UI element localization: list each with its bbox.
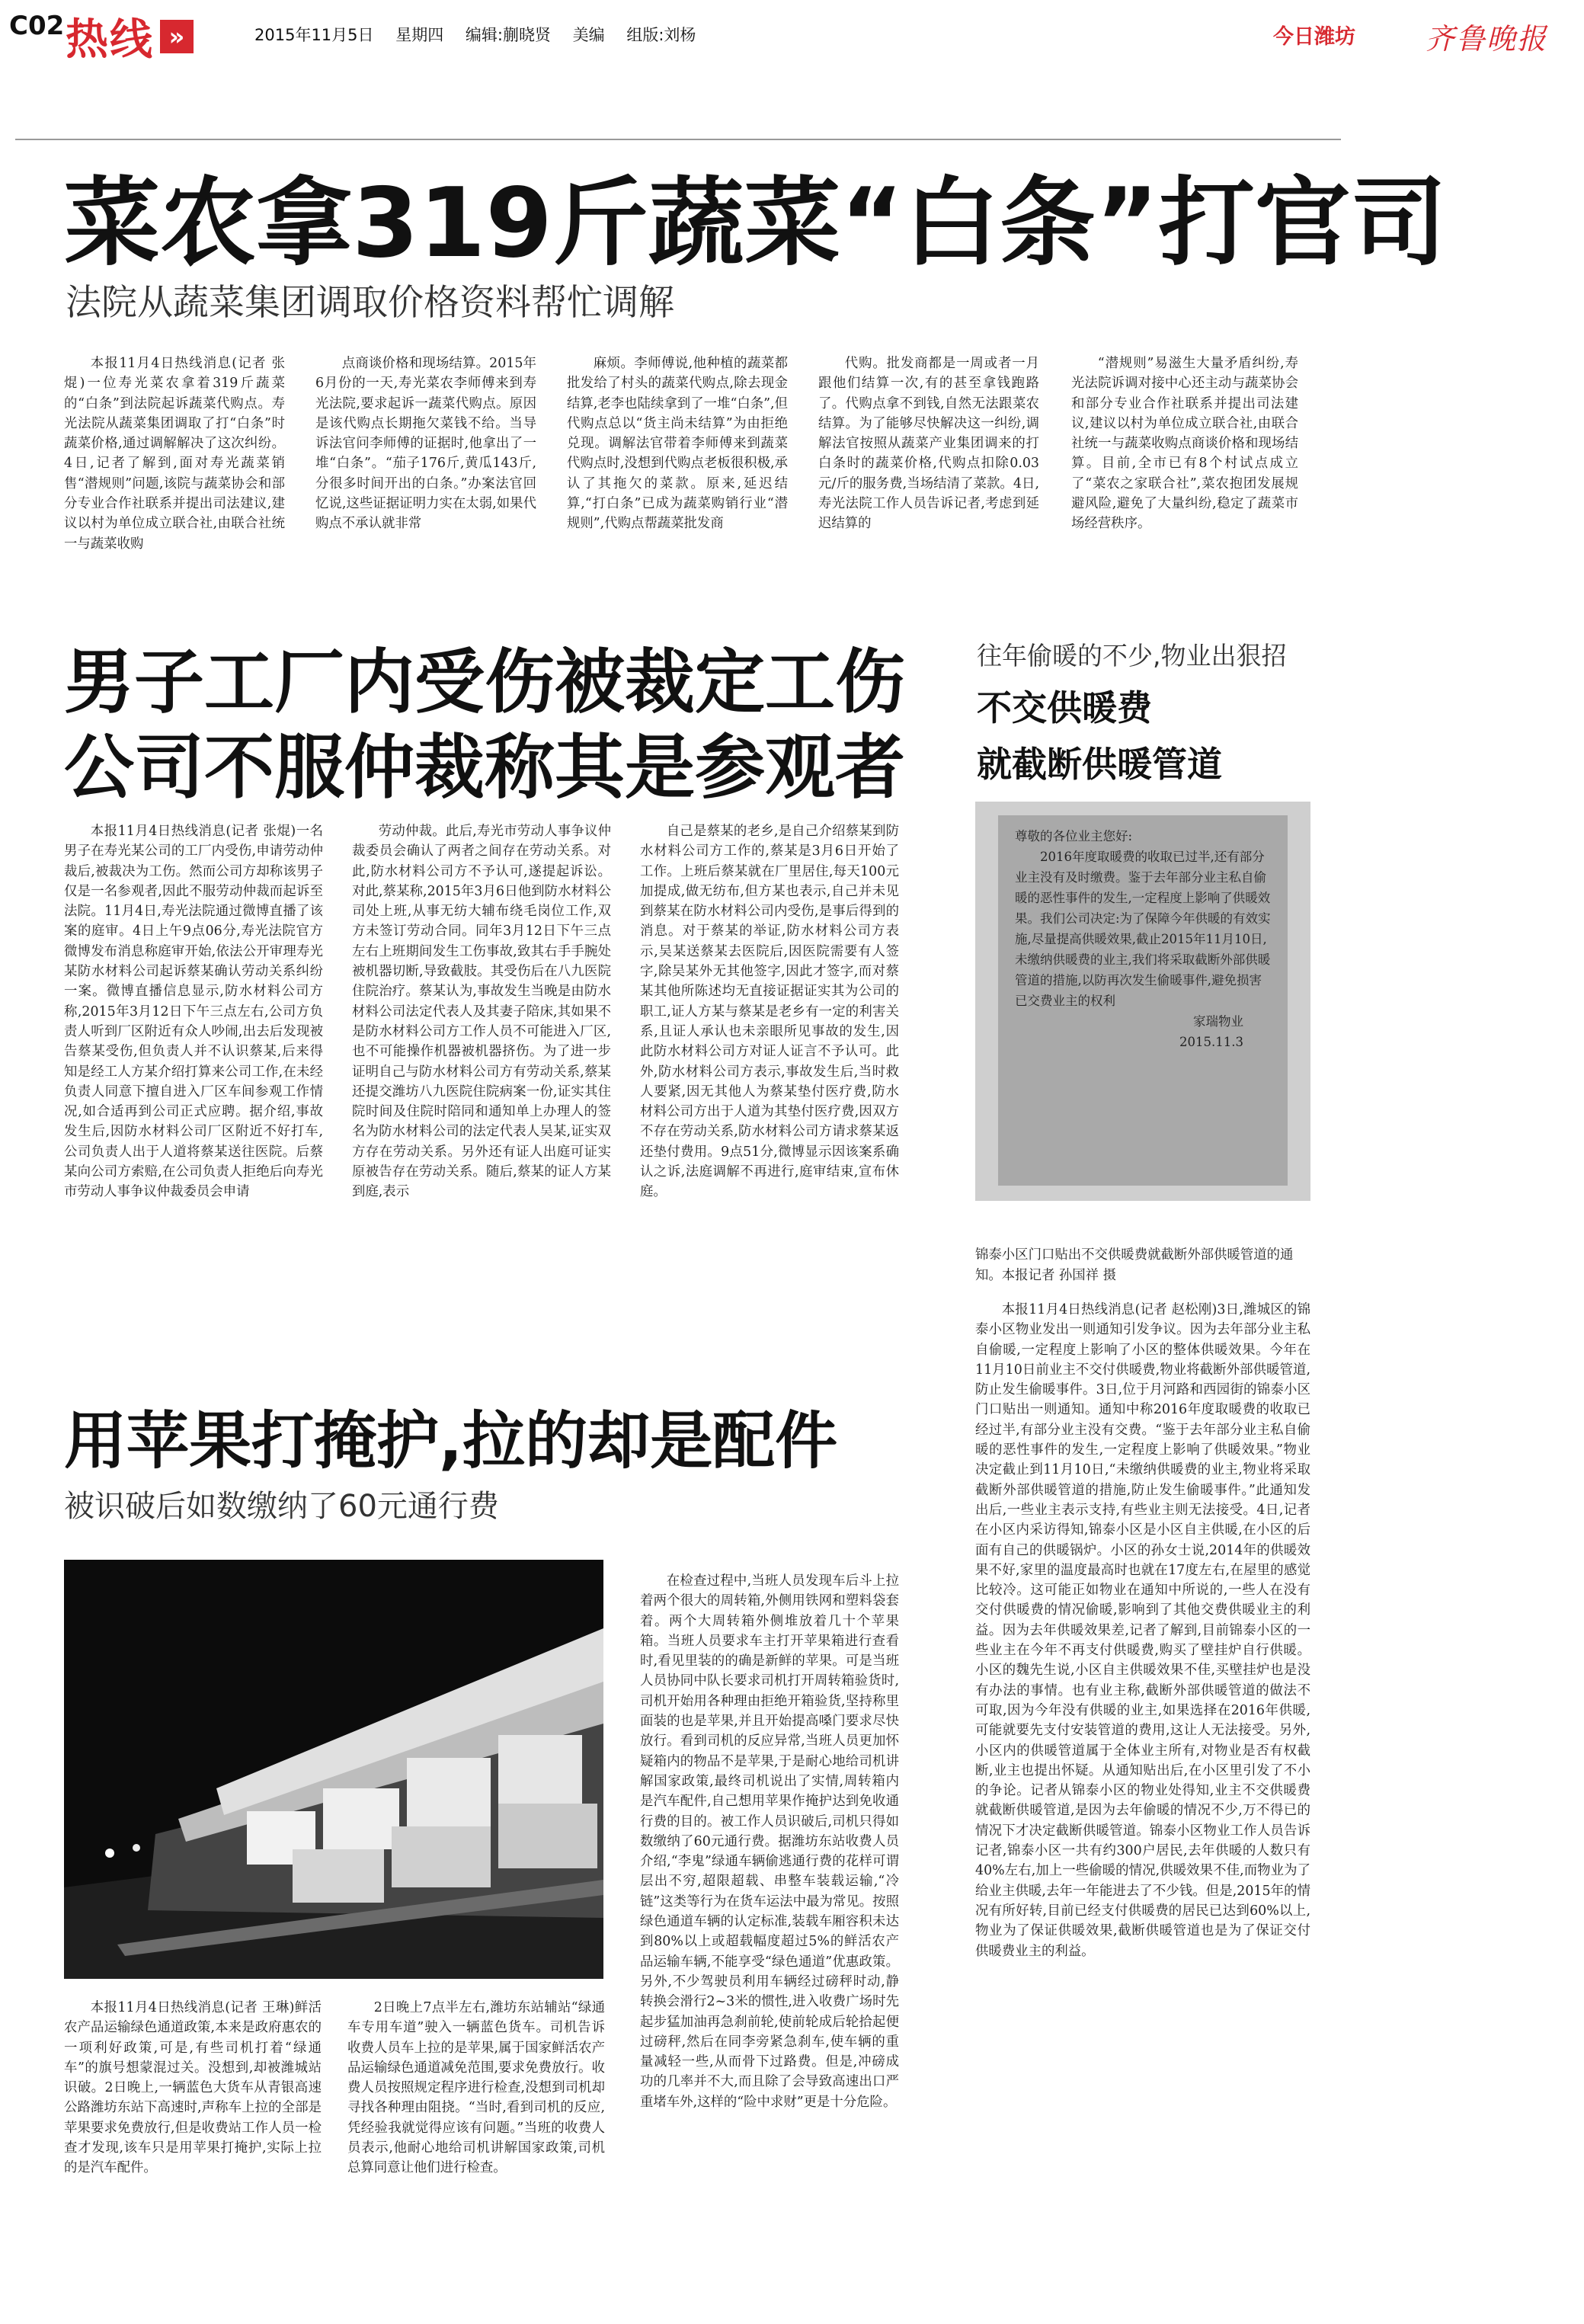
article3-col1-text: 本报11月4日热线消息(记者 王琳)鲜活农产品运输绿色通道政策,本来是政府惠农的一项利好政策,可是,有些司机打着“绿通车”的旗号想蒙混过关。没想到,却被潍城站识破。2日晚上,一辆蓝色大货车从青银高速公路潍坊东站下高速时,声称车上拉的全部是苹果要求免费放行,但是收费站工作人员一检查才发现,该车只是用苹果打掩护,实际上拉的是汽车配件。 [64,2000,322,2176]
newspaper-logo: 齐鲁晚报 [1425,22,1547,56]
truck-photo-illustration [64,1560,603,1979]
article1-column-4 [818,354,1039,582]
article3-subtitle: 被识破后如数缴纳了60元通行费 [64,1489,499,1524]
article4-body-text: 本报11月4日热线消息(记者 赵松刚)3日,潍城区的锦泰小区物业发出一则通知引发争议。因为去年部分业主私自偷暖,一定程度上影响了小区的整体供暖效果。今年在11月10日前业主不交付供暖费,物业将截断外部供暖管道,防止发生偷暖事件。3日,位于月河路和西园街的锦泰小区门口贴出一则通知。通知中称2016年度取暖费的收取已经过半,有部分业主没有交费。“鉴于去年部分业主私自偷暖的恶性事件的发生,一定程度上影响了供暖效果。”物业决定截止到11月10日,“未缴纳供暖费的业主,物业将采取截断外部供暖管道的措施,防止发生偷暖事件。”此通知发出后,一些业主表示支持,有些业主则无法接受。4日,记者在小区内采访得知,锦泰小区是小区自主供暖,在小区的后面有自己的供暖锅炉。小区的孙女士说,2014年的供暖效果不好,家里的温度最高时也就在17度左右,在屋里的感觉比较冷。这可能正如物业在通知中所说的,一些人在没有交付供暖费的情况偷暖,影响到了其他交费供暖业主的利益。因为去年供暖效果差,记者了解到,目前锦泰小区的一些业主在今年不再支付供暖费,购买了壁挂炉自行供暖。小区的魏先生说,小区自主供暖效果不佳,买壁挂炉也是没有办法的事情。也有业主称,截断外部供暖管道的做法不可取,因为今年没有供暖的业主,如果选择在2016年供暖,可能就要先支付安装管道的费用,这让人无法接受。另外,小区内的供暖管道属于全体业主所有,对物业是否有权截断,业主也提出怀疑。从通知贴出后,在小区里引发了不小的争论。记者从锦泰小区的物业处得知,业主不交供暖费就截断供暖管道,是因为去年偷暖的情况不少,万不得已的情况下才决定截断供暖管道。锦泰小区物业工作人员告诉记者,锦泰小区一共有约300户居民,去年供暖的人数只有40%左右,加上一些偷暖的情况,供暖效果不佳,而物业为了给业主供暖,去年一年能进去了不少钱。但是,2015年的情况有所好转,目前已经支付供暖费的居民已达到60%以上,物业为了保证供暖效果,截断供暖管道也是为了保证交付供暖费业主的利益。 [975,1302,1310,1959]
article2-column-2 [352,821,611,1347]
notice-photo-caption: 锦泰小区门口贴出不交供暖费就截断外部供暖管道的通知。本报记者 孙国祥 摄 [975,1247,1294,1283]
article1-col5-text: “潜规则”易滋生大量矛盾纠纷,寿光法院诉调对接中心还主动与蔬菜协会和部分专业合作社联系并提出司法建议,建议以村为单位成立联合社,由联合社统一与蔬菜收购点商谈价格和现场结算。目前,全市已有8个村试点成立了“菜农之家联合社”,菜农抱团发展规避风险,避免了大量纠纷,稳定了蔬菜市场经营秩序。 [1071,356,1298,532]
article3-column-2 [347,1998,605,2287]
article2-col2-text: 劳动仲裁。此后,寿光市劳动人事争议仲裁委员会确认了两者之间存在劳动关系。对此,防水材料公司方不予认可,遂提起诉讼。对此,蔡某称,2015年3月6日他到防水材料公司处上班,从事无纺大辅布绕毛岗位工作,双方未签订劳动合同。同年3月12日下午三点左右上班期间发生工伤事故,致其右手手腕处被机器切断,导致截肢。其受伤后在八九医院住院治疗。蔡某认为,事故发生当晚是由防水材料公司法定代表人及其妻子陪床,其如果不是防水材料公司方工作人员不可能进入厂区,也不可能操作机器被机器挤伤。为了进一步证明自己与防水材料公司方有劳动关系,蔡某还提交潍坊八九医院住院病案一份,证实其住院时间及住院时陪同和通知单上办理人的签名为防水材料公司的法定代表人吴某,证实双方存在劳动关系。另外还有证人出庭可证实原被告存在劳动关系。随后,蔡某的证人方某到庭,表示 [352,824,611,1200]
notice-text [1015,826,1274,1052]
brand-name: 今日潍坊 [1273,25,1355,49]
section-name: 热线 [66,15,154,65]
heating-notice-photo [975,802,1310,1201]
article1-column-5 [1071,354,1298,582]
article3-column-3 [640,1571,899,2287]
article4-kicker: 往年偷暖的不少,物业出狠招 [977,641,1287,671]
article1-subtitle: 法院从蔬菜集团调取价格资料帮忙调解 [66,282,674,324]
header-divider [15,139,1341,140]
issue-date: 2015年11月5日 [254,26,374,44]
article1-headline: 菜农拿319斤蔬菜“白条”打官司 [64,167,1447,279]
notice-salutation: 尊敬的各位业主您好: [1015,829,1133,843]
section-label [66,6,194,67]
article4-headline-line1: 不交供暖费 [977,687,1152,728]
article2-headline-line1: 男子工厂内受伤被裁定工伤 [64,642,906,723]
article4-body [975,1300,1310,2287]
issue-meta [254,23,712,46]
notice-date: 2015.11.3 [1179,1035,1243,1049]
article1-column-2 [315,354,536,582]
article1-col4-text: 代购。批发商都是一周或者一月跟他们结算一次,有的甚至拿钱跑路了。代购点拿不到钱,自然无法跟菜农结算。为了能够尽快解决这一纠纷,调解法官按照从蔬菜产业集团调来的打白条时的蔬菜价格,代购点扣除0.03元/斤的服务费,当场结清了菜款。4日,寿光法院工作人员告诉记者,考虑到延迟结算的 [818,356,1039,532]
article4-headline-line2: 就截断供暖管道 [977,744,1222,785]
article1-col2-text: 点商谈价格和现场结算。2015年6月份的一天,寿光菜农李师傅来到寿光法院,要求起诉一蔬菜代购点。原因是该代购点长期拖欠菜钱不给。当导诉法官问李师傅的证据时,他拿出了一堆“白条”。“茄子176斤,黄瓜143斤,分很多时间开出的白条。”办案法官回忆说,这些证据证明力实在太弱,如果代购点不承认就非常 [315,356,536,532]
article2-column-1 [64,821,323,1347]
issue-weekday: 星期四 [395,26,444,44]
article2-column-3 [640,821,899,1347]
article3-col3-text: 在检查过程中,当班人员发现车后斗上拉着两个很大的周转箱,外侧用铁网和塑料袋套着。两个大周转箱外侧堆放着几十个苹果箱。当班人员要求车主打开苹果箱进行查看时,看见里装的的确是新鲜的苹果。可是当班人员协同中队长要求司机打开周转箱验货时,司机开始用各种理由拒绝开箱验货,坚持称里面装的也是苹果,并且开始提高嗓门要求尽快放行。看到司机的反应异常,当班人员更加怀疑箱内的物品不是苹果,于是耐心地给司机讲解国家政策,最终司机说出了实情,周转箱内是汽车配件,自己想用苹果作掩护达到免收通行费的目的。被工作人员识破后,司机只得如数缴纳了60元通行费。据潍坊东站收费人员介绍,“李鬼”绿通车辆偷逃通行费的花样可谓层出不穷,超限超载、串整车装载运输,“冷链”这类等行为在货车运法中最为常见。按照绿色通道车辆的认定标准,装载车厢容积未达到80%以上或超载幅度超过5%的鲜活农产品运输车辆,不能享受“绿色通道”优惠政策。另外,不少驾驶员利用车辆经过磅秤时动,静转换会滑行2~3米的惯性,进入收费广场时先起步猛加油再急刹前轮,使前轮成后轮拾起便过磅秤,然后在同李旁紧急刹车,使车辆的重量减轻一些,从而骨下过路费。但是,冲磅成功的几率并不大,而且除了会导致高速出口严重堵车外,这样的“险中求财”更是十分危险。 [640,1573,899,2110]
layout-editor-credit: 组版:刘杨 [626,26,696,44]
article3-col2-text: 2日晚上7点半左右,潍坊东站辅站“绿通车专用车道”驶入一辆蓝色货车。司机告诉收费人员车上拉的是苹果,属于国家鲜活农产品运输绿色通道减免范围,要求免费放行。收费人员按照规定程序进行检查,没想到司机却寻找各种理由阻挠。“当时,看到司机的反应,凭经验我就觉得应该有问题。”当班的收费人员表示,他耐心地给司机讲解国家政策,司机总算同意让他们进行检查。 [347,2000,605,2176]
section-arrow-icon: » [160,20,194,53]
notice-body: 2016年度取暖费的收取已过半,还有部分业主没有及时缴费。鉴于去年部分业主私自偷暖的恶性事件的发生,一定程度上影响了供暖效果。我们公司决定:为了保障今年供暖的有效实施,尽量提高供暖效果,截止2015年11月10日,未缴纳供暖费的业主,我们将采取截断外部供暖管道的措施,以防再次发生偷暖事件,避免损害已交费业主的权利 [1015,850,1271,1008]
article1-column-1 [64,354,285,582]
article3-headline: 用苹果打掩护,拉的却是配件 [64,1405,838,1477]
notice-signature: 家瑞物业 [1193,1014,1243,1029]
article2-headline-line2: 公司不服仲裁称其是参观者 [64,727,906,808]
page-number: C02 [9,11,65,41]
art-editor-credit: 美编 [572,26,605,44]
article2-col1-text: 本报11月4日热线消息(记者 张焜)一名男子在寿光某公司的工厂内受伤,申请劳动仲裁后,被裁决为工伤。然而公司方却称该男子仅是一名参观者,因此不服劳动仲裁而起诉至法院。11月4日,寿光法院通过微博直播了该案的庭审。4日上午9点06分,寿光法院官方微博发布消息称庭审开始,依法公开审理寿光某防水材料公司起诉蔡某确认劳动关系纠纷一案。微博直播信息显示,防水材料公司方称,2015年3月12日下午三点左右,公司方负责人听到厂区附近有众人吵闹,出去后发现被告蔡某受伤,但负责人并不认识蔡某,后来得知是经工人方某介绍打算来公司工作,在未经负责人同意下擅自进入厂区车间参观工作情况,如合适再到公司正式应聘。据介绍,事故发生后,因防水材料公司厂区附近不好打车,公司负责人出于人道将蔡某送往医院。后蔡某向公司方索赔,在公司负责人拒绝后向寿光市劳动人事争议仲裁委员会申请 [64,824,323,1200]
truck-toll-station-photo [64,1560,603,1979]
editor-credit: 编辑:蒯晓贤 [465,26,551,44]
notice-paper [998,815,1288,1186]
article1-column-3 [567,354,788,582]
article3-column-1 [64,1998,322,2287]
article1-col1-text: 本报11月4日热线消息(记者 张焜)一位寿光菜农拿着319斤蔬菜的“白条”到法院起诉蔬菜代购点。寿光法院从蔬菜集团调取了打“白条”时蔬菜价格,通过调解解决了这次纠纷。4日,记者了解到,面对寿光蔬菜销售“潜规则”问题,该院与蔬菜协会和部分专业合作社联系并提出司法建议,建议以村为单位成立联合社,由联合社统一与蔬菜收购 [64,356,285,552]
article1-col3-text: 麻烦。李师傅说,他种植的蔬菜都批发给了村头的蔬菜代购点,除去现金结算,老李也陆续拿到了一堆“白条”,但代购点总以“货主尚未结算”为由拒绝兑现。调解法官带着李师傅来到蔬菜代购点时,没想到代购点老板很积极,承认了其拖欠的菜款。原来,延迟结算,“打白条”已成为蔬菜购销行业“潜规则”,代购点帮蔬菜批发商 [567,356,788,532]
article2-col3-text: 自己是蔡某的老乡,是自己介绍蔡某到防水材料公司方工作的,蔡某是3月6日开始了工作。上班后蔡某就在厂里居住,每天100元加提成,做无纺布,但方某也表示,自己并未见到蔡某在防水材料公司内受伤,是事后得到的消息。对于蔡某的举证,防水材料公司方表示,吴某送蔡某去医院后,因医院需要有人签字,除吴某外无其他签字,因此才签字,而对蔡某其他所陈述均无直接证据证实其为公司的职工,证人方某与蔡某是老乡有一定的利害关系,且证人承认也未亲眼所见事故的发生,因此防水材料公司方对证人证言不予认可。此外,防水材料公司方表示,事故发生后,当时救人要紧,因无其他人为蔡某垫付医疗费,防水材料公司方出于人道为其垫付医疗费,因双方不存在劳动关系,防水材料公司方请求蔡某返还垫付费用。9点51分,微博显示因该案系确认之诉,法庭调解不再进行,庭审结束,宣布休庭。 [640,824,899,1200]
